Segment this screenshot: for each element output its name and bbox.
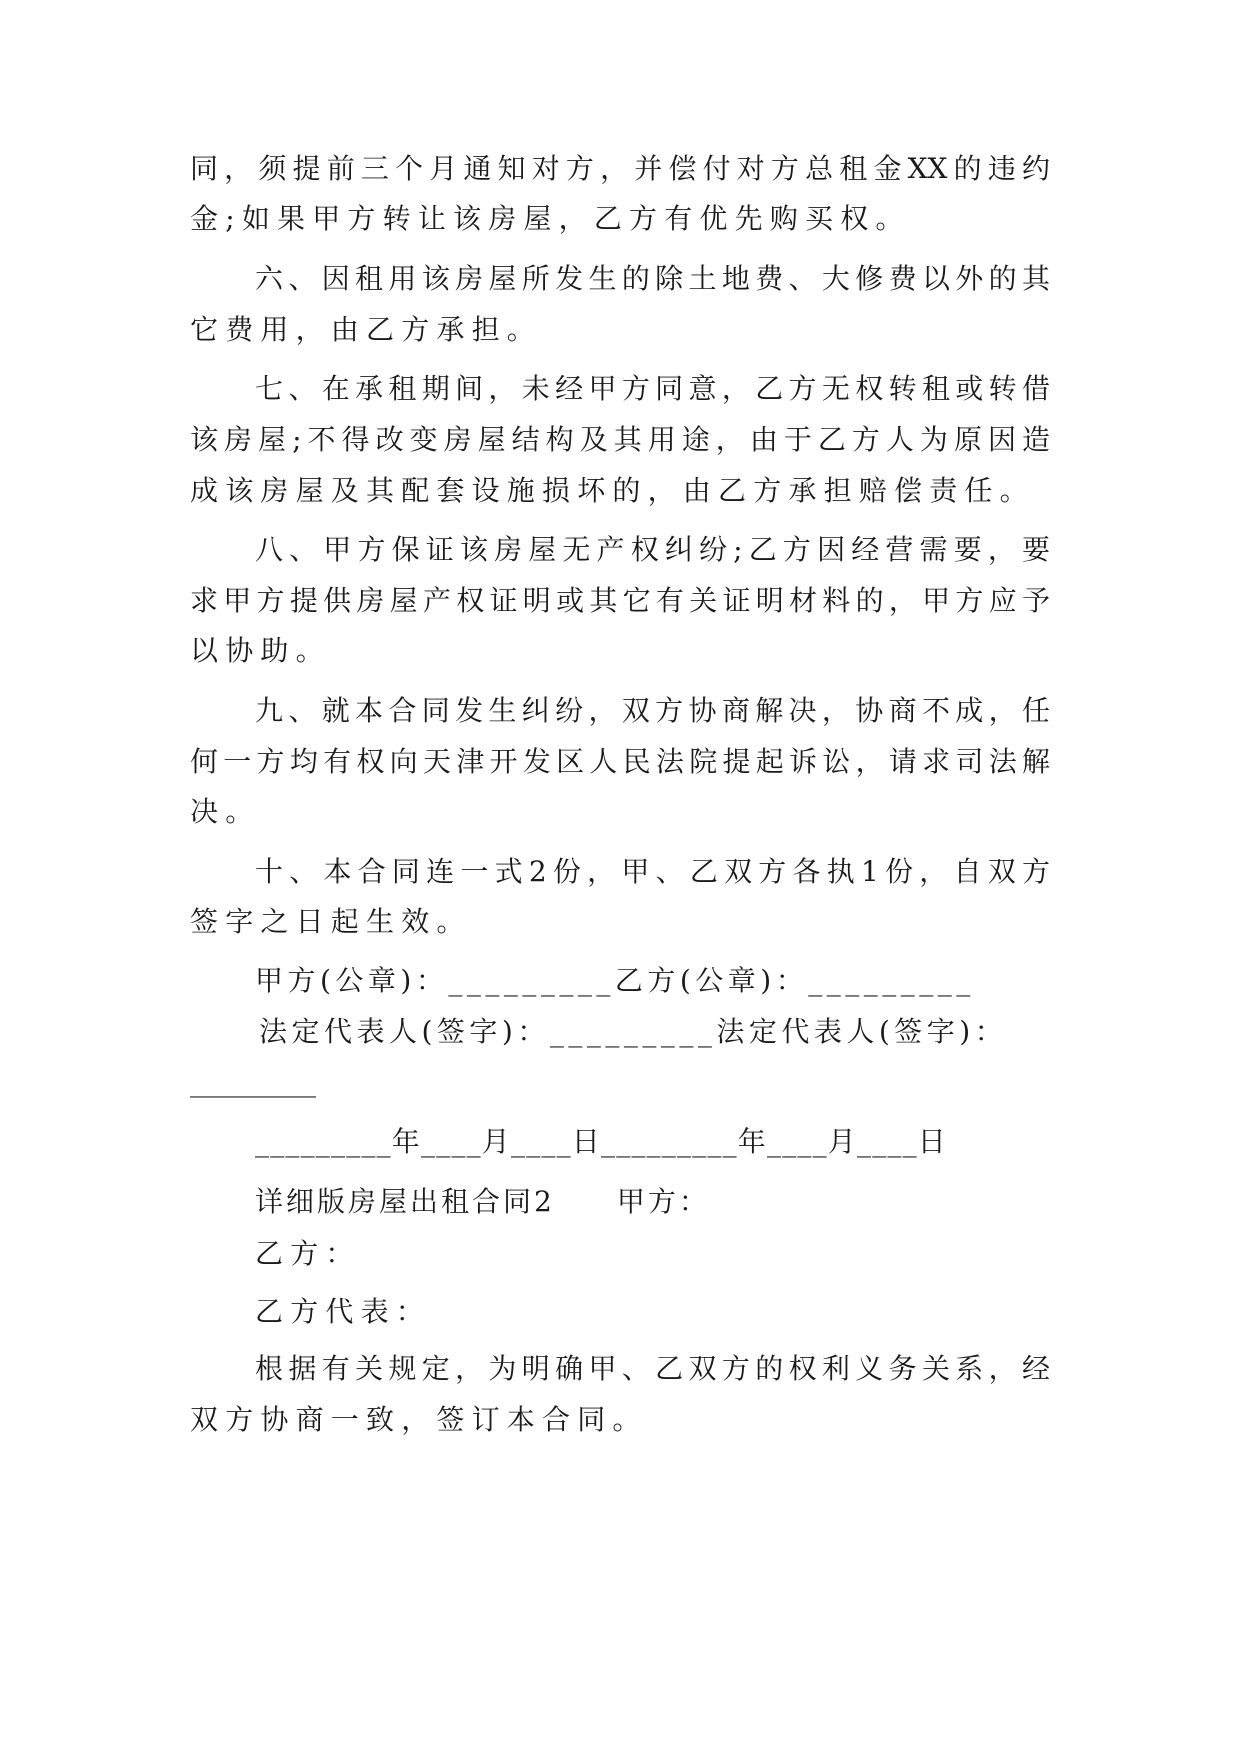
party-b-representative-label: 乙方代表： xyxy=(255,1295,432,1328)
party-b-label: 乙方： xyxy=(255,1237,361,1270)
clause-9-line: 何一方均有权向天津开发区人民法院提起诉讼，请求司法解 xyxy=(190,745,1050,778)
contract-text-line: 同，须提前三个月通知对方，并偿付对方总租金XX的违约 xyxy=(190,152,1050,185)
clause-9-line: 决。 xyxy=(190,795,261,828)
clause-8-line: 八、甲方保证该房屋无产权纠纷;乙方因经营需要，要 xyxy=(255,533,1050,566)
clause-9-line: 九、就本合同发生纠纷，双方协商解决，协商不成，任 xyxy=(255,694,1050,727)
clause-7-line: 七、在承租期间，未经甲方同意，乙方无权转租或转借 xyxy=(255,372,1050,405)
clause-8-line: 以协助。 xyxy=(190,634,331,667)
clause-8-line: 求甲方提供房屋产权证明或其它有关证明材料的，甲方应予 xyxy=(190,584,1050,617)
clause-6-line: 六、因租用该房屋所发生的除土地费、大修费以外的其 xyxy=(255,262,1050,295)
clause-7-line: 该房屋;不得改变房屋结构及其用途，由于乙方人为原因造 xyxy=(190,423,1050,456)
party-seal-line: 甲方(公章)：_________乙方(公章)：_________ xyxy=(255,964,975,997)
signature-blank: _________ xyxy=(190,1065,316,1098)
contract-2-title: 详细版房屋出租合同2 甲方： xyxy=(255,1185,710,1218)
date-line: _________年____月____日_________年____月____日 xyxy=(255,1125,948,1158)
preamble-line: 根据有关规定，为明确甲、乙双方的权利义务关系，经 xyxy=(255,1352,1050,1385)
contract-text-line: 金;如果甲方转让该房屋，乙方有优先购买权。 xyxy=(190,202,911,235)
clause-6-line: 它费用，由乙方承担。 xyxy=(190,313,543,346)
legal-representative-line: 法定代表人(签字)：_________法定代表人(签字)： xyxy=(259,1015,1008,1048)
clause-7-line: 成该房屋及其配套设施损坏的，由乙方承担赔偿责任。 xyxy=(190,474,1035,507)
preamble-line: 双方协商一致，签订本合同。 xyxy=(190,1403,648,1436)
clause-10-line: 签字之日起生效。 xyxy=(190,905,472,938)
clause-10-line: 十、本合同连一式2份，甲、乙双方各执1份，自双方 xyxy=(255,855,1050,888)
